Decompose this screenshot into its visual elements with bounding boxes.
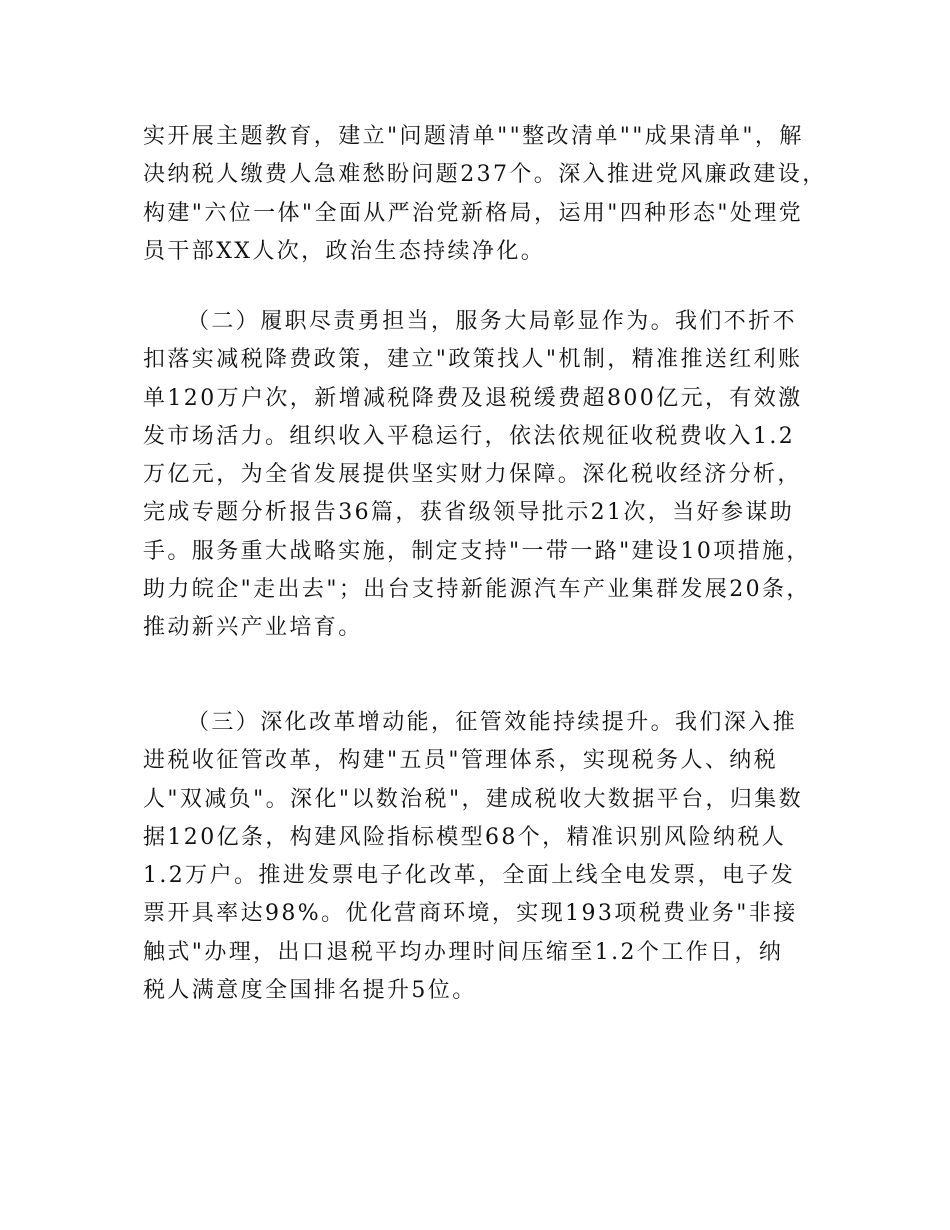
text-line: 员干部XX人次，政治生态持续净化。 bbox=[143, 238, 546, 264]
section-two-heading-line: （二）履职尽责勇担当，服务大局彰显作为。我们不折不 bbox=[187, 309, 798, 334]
text-line: 扣落实减税降费政策，建立"政策找人"机制，精准推送红利账 bbox=[143, 347, 803, 373]
text-line: 人"双减负"。深化"以数治税"，建成税收大数据平台，归集数 bbox=[143, 786, 804, 812]
text-line: 实开展主题教育，建立"问题清单""整改清单""成果清单"，解 bbox=[143, 124, 804, 149]
text-line: 助力皖企"走出去"；出台支持新能源汽车产业集群发展20条， bbox=[143, 577, 811, 603]
text-line: 构建"六位一体"全面从严治党新格局，运用"四种形态"处理党 bbox=[143, 200, 804, 226]
text-line: 决纳税人缴费人急难愁盼问题237个。深入推进党风廉政建设， bbox=[143, 162, 827, 188]
paragraph-continuation bbox=[143, 118, 827, 271]
text-line: 单120万户次，新增减税降费及退税缓费超800亿元，有效激 bbox=[143, 385, 803, 411]
section-three-heading-line: （三）深化改革增动能，征管效能持续提升。我们深入推 bbox=[187, 710, 798, 735]
text-line: 万亿元，为全省发展提供坚实财力保障。深化税收经济分析， bbox=[143, 462, 802, 488]
paragraph-section-three bbox=[143, 704, 823, 1010]
text-line: 完成专题分析报告36篇，获省级领导批示21次，当好参谋助 bbox=[143, 500, 795, 526]
text-line: 进税收征管改革，构建"五员"管理体系，实现税务人、纳税 bbox=[143, 748, 779, 774]
text-line: 税人满意度全国排名提升5位。 bbox=[143, 978, 477, 1004]
text-line: 1.2万户。推进发票电子化改革，全面上线全电发票，电子发 bbox=[143, 863, 796, 889]
text-line: 票开具率达98%。优化营商环境，实现193项税费业务"非接 bbox=[143, 901, 798, 927]
text-line: 手。服务重大战略实施，制定支持"一带一路"建设10项措施， bbox=[143, 538, 811, 564]
text-line: 发市场活力。组织收入平稳运行，依法依规征收税费收入1.2 bbox=[143, 423, 796, 449]
text-line: 触式"办理，出口退税平均办理时间压缩至1.2个工作日，纳 bbox=[143, 939, 784, 965]
text-line: 推动新兴产业培育。 bbox=[143, 615, 363, 641]
text-line: 据120亿条，构建风险指标模型68个，精准识别风险纳税人 bbox=[143, 824, 787, 850]
paragraph-section-two bbox=[143, 303, 823, 648]
